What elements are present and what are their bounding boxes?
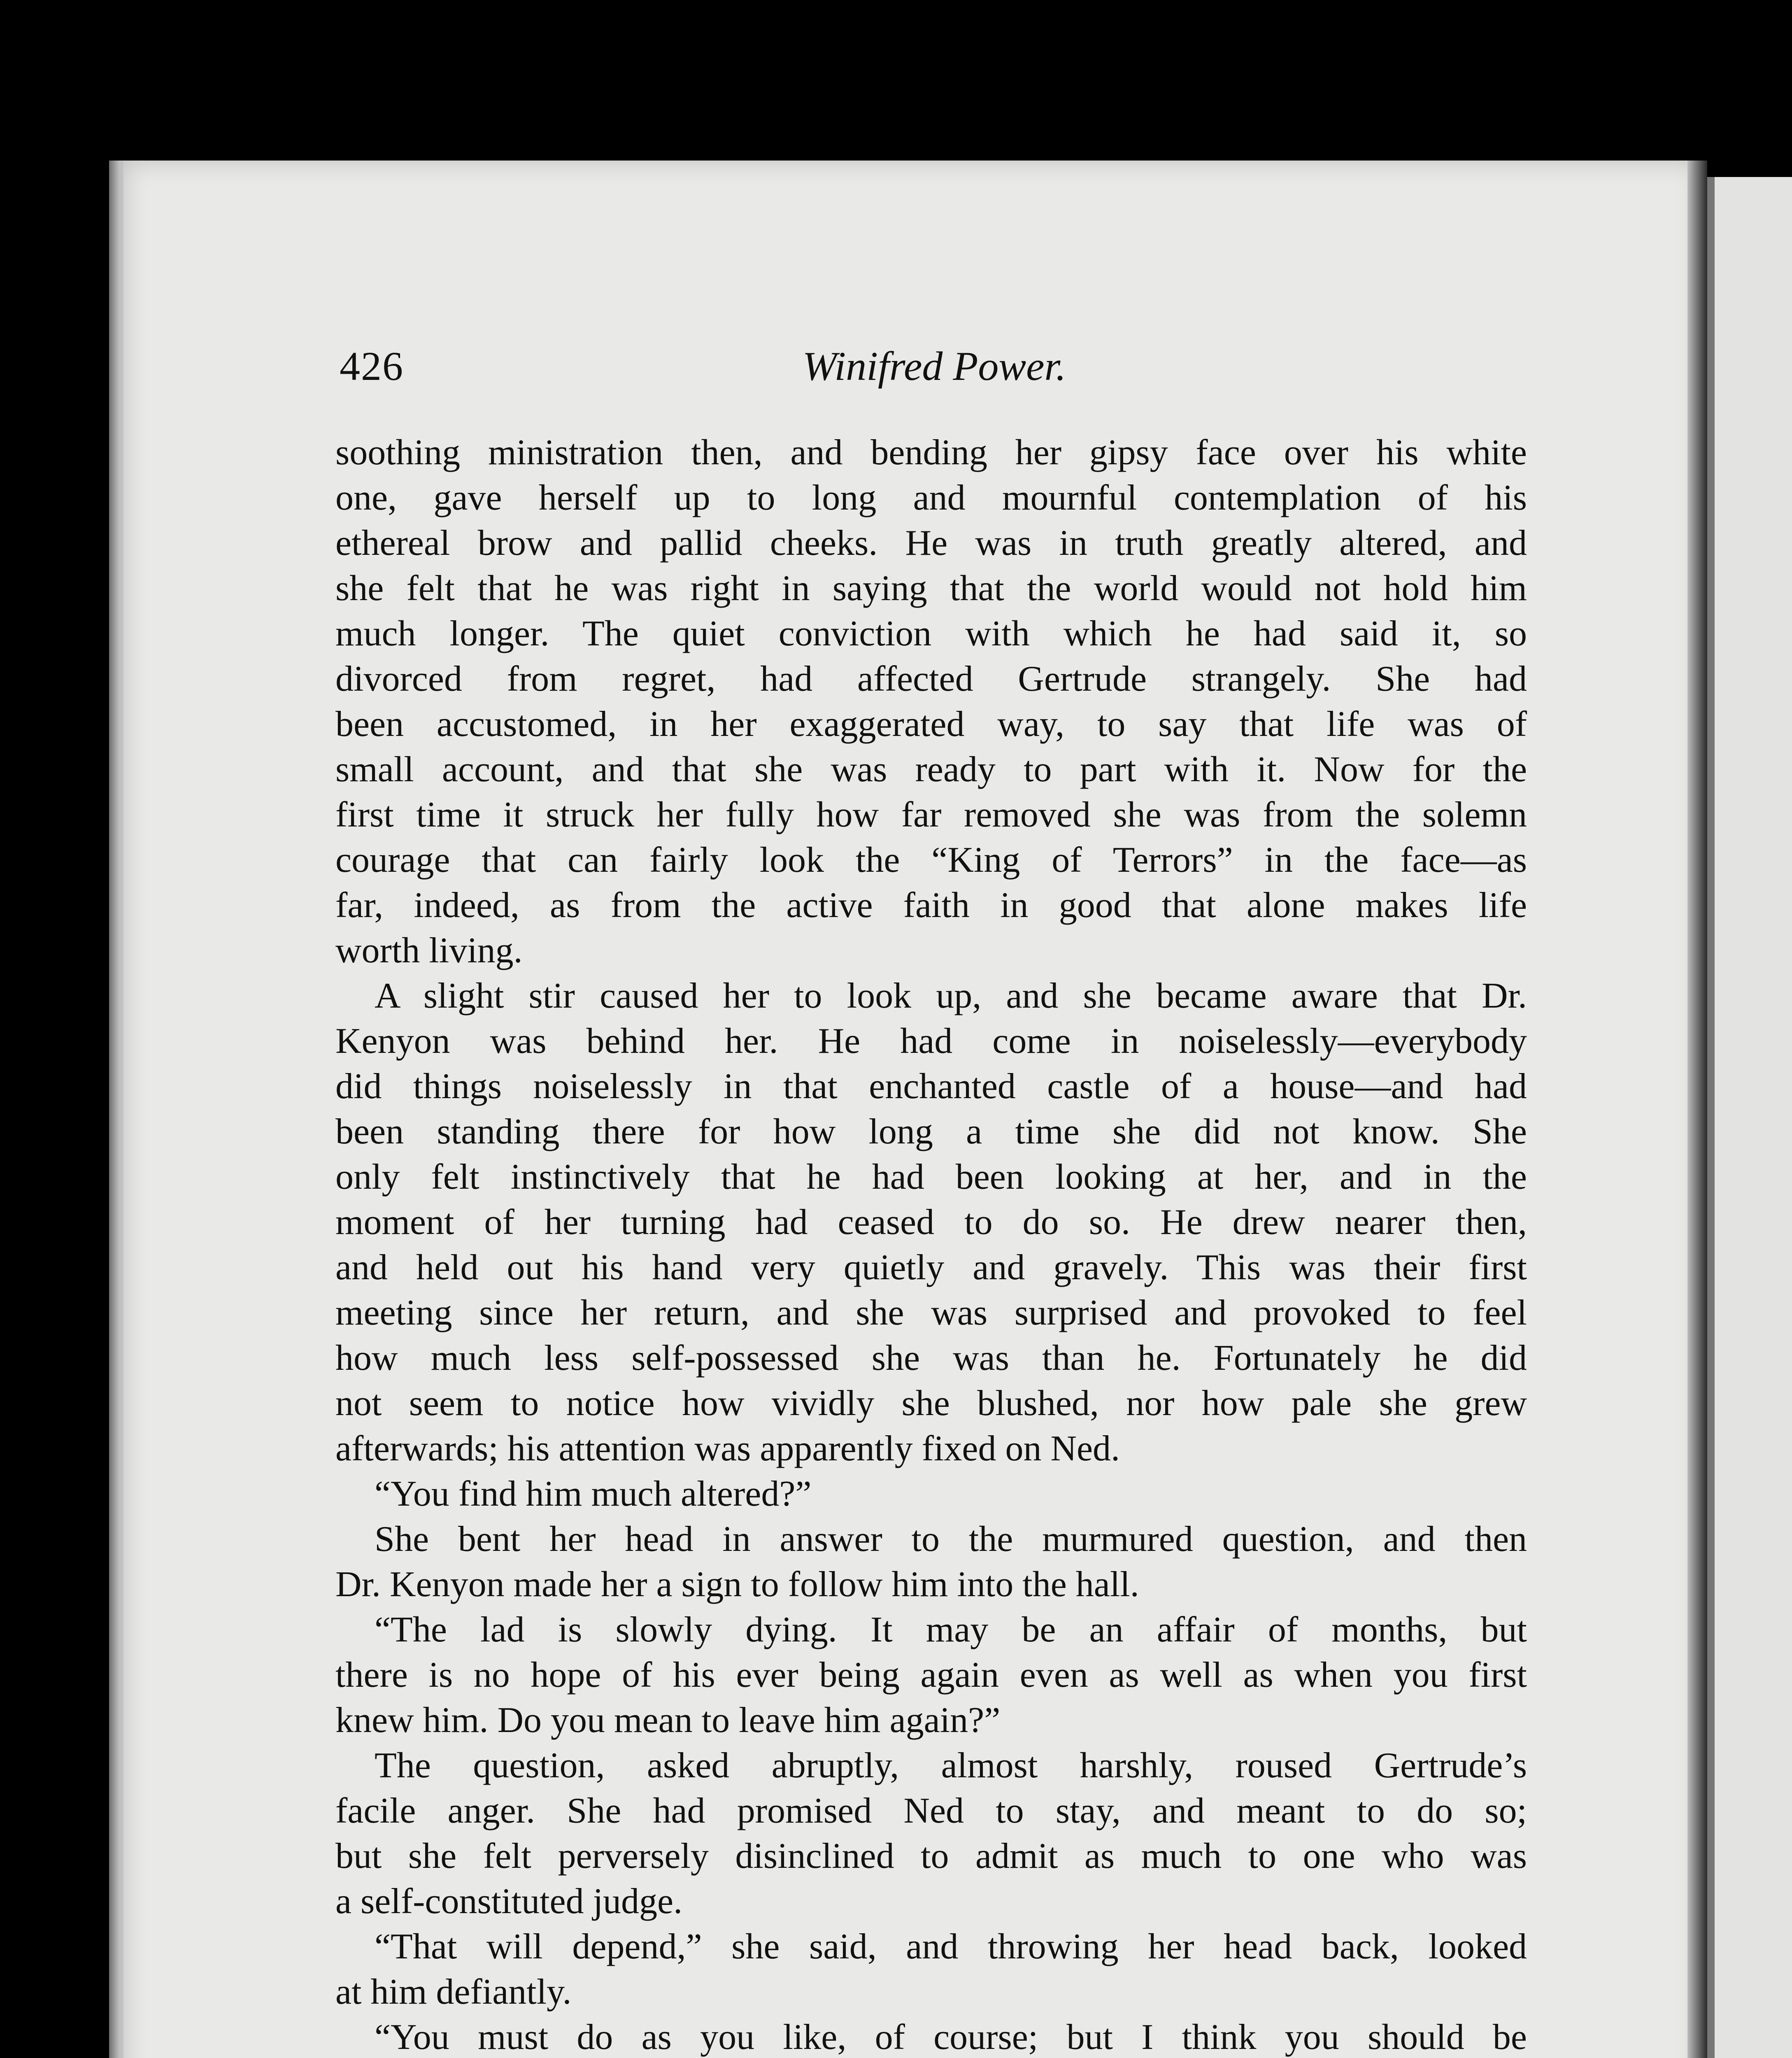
text-line: divorced from regret, had affected Gertrude strangely. She had xyxy=(335,659,1527,699)
text-line: at him defiantly. xyxy=(335,1972,572,2012)
running-head xyxy=(340,338,1529,395)
text-line: not seem to notice how vividly she blushed, nor how pale she grew xyxy=(335,1383,1527,1423)
text-line: a self-constituted judge. xyxy=(335,1881,683,1921)
text-line: far, indeed, as from the active faith in good that alone makes life xyxy=(335,885,1527,925)
page-number: 426 xyxy=(340,343,404,389)
text-line: She bent her head in answer to the murmured question, and then xyxy=(375,1519,1527,1559)
text-line: how much less self-possessed she was than he. Fortunately he did xyxy=(335,1338,1527,1378)
text-line: “You must do as you like, of course; but I think you should be xyxy=(375,2017,1527,2057)
text-line: soothing ministration then, and bending her gipsy face over his white xyxy=(335,433,1527,473)
text-line: worth living. xyxy=(335,931,523,971)
text-line: did things noiselessly in that enchanted castle of a house—and had xyxy=(335,1066,1527,1106)
text-line: The question, asked abruptly, almost harshly, roused Gertrude’s xyxy=(375,1746,1527,1786)
text-line: first time it struck her fully how far removed she was from the solemn xyxy=(335,795,1527,835)
text-line: “You find him much altered?” xyxy=(375,1474,812,1514)
text-line: courage that can fairly look the “King of Terrors” in the face—as xyxy=(335,840,1527,880)
text-line: afterwards; his attention was apparently fixed on Ned. xyxy=(335,1429,1120,1469)
text-line: Dr. Kenyon made her a sign to follow him into the hall. xyxy=(335,1564,1139,1604)
text-line: meeting since her return, and she was surprised and provoked to feel xyxy=(335,1293,1527,1333)
text-line: much longer. The quiet conviction with which he had said it, so xyxy=(335,614,1527,654)
text-line: there is no hope of his ever being again even as well as when you first xyxy=(335,1655,1527,1695)
text-line: one, gave herself up to long and mournful contemplation of his xyxy=(335,478,1527,518)
text-line: “That will depend,” she said, and throwing her head back, looked xyxy=(375,1927,1527,1967)
text-line: been standing there for how long a time she did not know. She xyxy=(335,1112,1527,1152)
text-line: ethereal brow and pallid cheeks. He was in truth greatly altered, and xyxy=(335,523,1527,563)
text-line: knew him. Do you mean to leave him again?” xyxy=(335,1700,1001,1740)
text-line: “The lad is slowly dying. It may be an affair of months, but xyxy=(375,1610,1527,1650)
text-line: moment of her turning had ceased to do so. He drew nearer then, xyxy=(335,1202,1527,1242)
text-line: been accustomed, in her exaggerated way, to say that life was of xyxy=(335,704,1527,744)
text-line: A slight stir caused her to look up, and she became aware that Dr. xyxy=(375,976,1527,1016)
text-line: Kenyon was behind her. He had come in noiselessly—everybody xyxy=(335,1021,1527,1061)
text-line: she felt that he was right in saying that the world would not hold him xyxy=(335,568,1527,608)
gutter-shadow xyxy=(1687,161,1707,2058)
running-title: Winifred Power. xyxy=(802,343,1066,389)
facing-page-edge xyxy=(1707,177,1792,2058)
text-line: only felt instinctively that he had been looking at her, and in the xyxy=(335,1157,1527,1197)
text-line: facile anger. She had promised Ned to stay, and meant to do so; xyxy=(335,1791,1527,1831)
text-line: and held out his hand very quietly and gravely. This was their first xyxy=(335,1248,1527,1287)
text-line: but she felt perversely disinclined to admit as much to one who was xyxy=(335,1836,1527,1876)
text-line: small account, and that she was ready to part with it. Now for the xyxy=(335,750,1527,789)
body-text xyxy=(335,430,1527,2058)
